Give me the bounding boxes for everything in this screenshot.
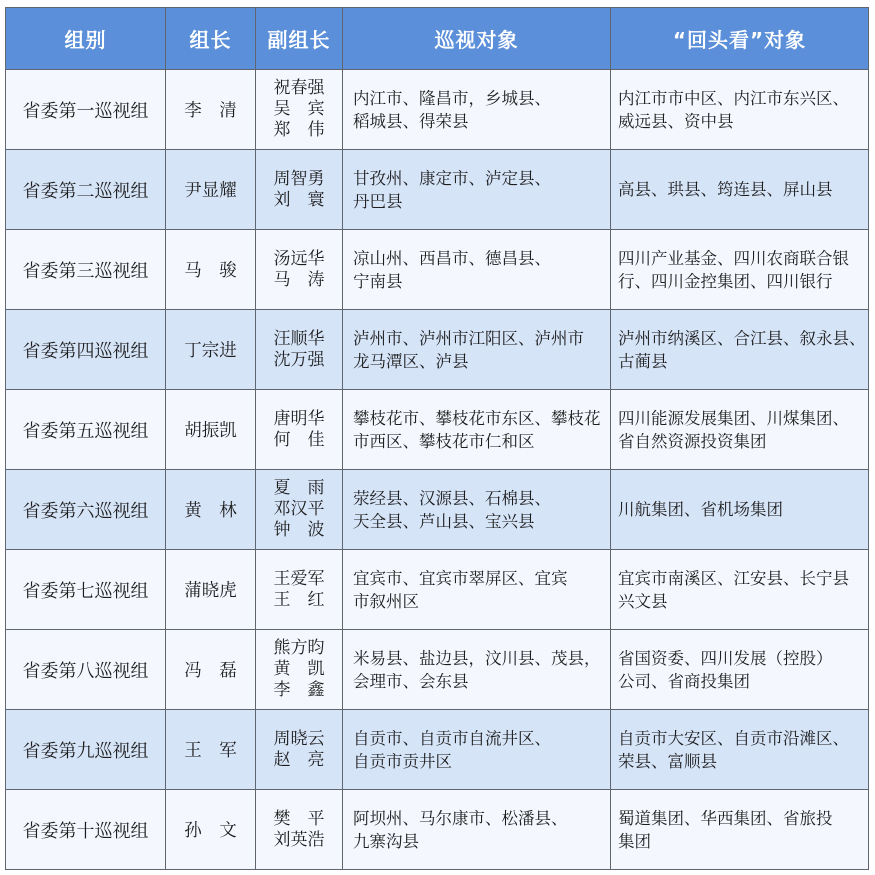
leader-cell: 尹显耀 bbox=[166, 150, 256, 230]
deputy-cell bbox=[256, 150, 343, 230]
deputy-line: 钟 波 bbox=[273, 520, 325, 540]
targets-line: 内江市、隆昌市，乡城县、 bbox=[353, 88, 551, 108]
review-cell bbox=[611, 310, 869, 390]
review-line: 内江市市中区、内江市东兴区、 bbox=[618, 88, 849, 108]
table-header bbox=[6, 8, 869, 70]
review-line: 古蔺县 bbox=[618, 351, 668, 371]
deputy-line: 沈万强 bbox=[273, 349, 325, 370]
review-line: 自贡市大安区、自贡市沿滩区、 bbox=[618, 728, 849, 748]
deputy-line: 周智勇 bbox=[273, 168, 325, 189]
review-line: 兴文县 bbox=[618, 591, 668, 611]
review-cell bbox=[611, 550, 869, 630]
targets-line: 会理市、会东县 bbox=[353, 671, 469, 691]
deputy-line: 王爱军 bbox=[273, 568, 325, 589]
table-row bbox=[6, 70, 869, 150]
review-cell bbox=[611, 710, 869, 790]
review-line: 泸州市纳溪区、合江县、叙永县、 bbox=[618, 328, 866, 348]
targets-line: 九寨沟县 bbox=[353, 831, 419, 851]
table-row bbox=[6, 790, 869, 870]
targets-cell bbox=[343, 390, 611, 470]
table-row bbox=[6, 230, 869, 310]
inspection-table bbox=[5, 7, 869, 870]
review-line: 高县、珙县、筠连县、屏山县 bbox=[618, 180, 833, 199]
deputy-line: 汤远华 bbox=[273, 248, 325, 269]
targets-cell bbox=[343, 150, 611, 230]
deputy-line: 祝春强 bbox=[273, 78, 325, 98]
leader-cell: 王 军 bbox=[166, 710, 256, 790]
deputy-line: 李 鑫 bbox=[273, 680, 325, 700]
review-line: 荣县、富顺县 bbox=[618, 751, 717, 771]
deputy-line: 樊 平 bbox=[273, 808, 325, 829]
deputy-cell bbox=[256, 230, 343, 310]
targets-line: 凉山州、西昌市、德昌县、 bbox=[353, 248, 551, 268]
deputy-cell bbox=[256, 70, 343, 150]
targets-line: 阿坝州、马尔康市、松潘县、 bbox=[353, 808, 568, 828]
review-line: 蜀道集团、华西集团、省旅投 bbox=[618, 808, 833, 828]
deputy-cell bbox=[256, 470, 343, 550]
deputy-line: 吴 宾 bbox=[273, 99, 325, 119]
targets-line: 丹巴县 bbox=[353, 191, 403, 211]
group-cell: 省委第六巡视组 bbox=[6, 470, 166, 550]
group-cell: 省委第三巡视组 bbox=[6, 230, 166, 310]
review-line: 宜宾市南溪区、江安县、长宁县 bbox=[618, 568, 849, 588]
deputy-line: 邓汉平 bbox=[273, 499, 325, 519]
review-cell bbox=[611, 150, 869, 230]
header-leader: 组长 bbox=[166, 8, 256, 70]
review-line: 省自然资源投资集团 bbox=[618, 431, 767, 451]
review-line: 四川产业基金、四川农商联合银 bbox=[618, 248, 849, 268]
deputy-cell bbox=[256, 550, 343, 630]
header-targets: 巡视对象 bbox=[343, 8, 611, 70]
review-cell bbox=[611, 390, 869, 470]
targets-line: 宁南县 bbox=[353, 271, 403, 291]
group-cell: 省委第九巡视组 bbox=[6, 710, 166, 790]
group-cell: 省委第二巡视组 bbox=[6, 150, 166, 230]
deputy-cell bbox=[256, 390, 343, 470]
group-cell: 省委第八巡视组 bbox=[6, 630, 166, 710]
targets-cell bbox=[343, 230, 611, 310]
leader-cell: 胡振凯 bbox=[166, 390, 256, 470]
deputy-line: 熊方昀 bbox=[273, 638, 325, 658]
review-line: 四川能源发展集团、川煤集团、 bbox=[618, 408, 849, 428]
inspection-table-container bbox=[5, 7, 868, 870]
review-line: 行、四川金控集团、四川银行 bbox=[618, 271, 833, 291]
leader-cell: 孙 文 bbox=[166, 790, 256, 870]
table-row bbox=[6, 470, 869, 550]
deputy-line: 刘英浩 bbox=[273, 829, 325, 850]
targets-cell bbox=[343, 70, 611, 150]
review-line: 川航集团、省机场集团 bbox=[618, 500, 783, 519]
header-review: “回头看”对象 bbox=[611, 8, 869, 70]
targets-line: 自贡市贡井区 bbox=[353, 751, 452, 771]
deputy-line: 汪顺华 bbox=[273, 328, 325, 349]
targets-cell bbox=[343, 790, 611, 870]
leader-cell: 黄 林 bbox=[166, 470, 256, 550]
targets-cell bbox=[343, 550, 611, 630]
deputy-line: 赵 亮 bbox=[273, 749, 325, 770]
table-row bbox=[6, 630, 869, 710]
targets-line: 攀枝花市、攀枝花市东区、攀枝花 bbox=[353, 408, 601, 428]
targets-line: 自贡市、自贡市自流井区、 bbox=[353, 728, 551, 748]
targets-line: 市叙州区 bbox=[353, 591, 419, 611]
review-line: 威远县、资中县 bbox=[618, 111, 734, 131]
table-row bbox=[6, 150, 869, 230]
deputy-line: 马 涛 bbox=[273, 269, 325, 290]
table-body bbox=[6, 70, 869, 870]
leader-cell: 丁宗进 bbox=[166, 310, 256, 390]
deputy-cell bbox=[256, 790, 343, 870]
targets-line: 荥经县、汉源县、石棉县、 bbox=[353, 488, 551, 508]
group-cell: 省委第七巡视组 bbox=[6, 550, 166, 630]
deputy-cell bbox=[256, 710, 343, 790]
deputy-cell bbox=[256, 310, 343, 390]
leader-cell: 李 清 bbox=[166, 70, 256, 150]
review-cell bbox=[611, 70, 869, 150]
targets-line: 宜宾市、宜宾市翠屏区、宜宾 bbox=[353, 568, 568, 588]
review-cell bbox=[611, 470, 869, 550]
deputy-line: 何 佳 bbox=[273, 429, 325, 450]
deputy-line: 周晓云 bbox=[273, 728, 325, 749]
deputy-line: 王 红 bbox=[273, 589, 325, 610]
review-line: 集团 bbox=[618, 831, 651, 851]
review-cell bbox=[611, 790, 869, 870]
deputy-cell bbox=[256, 630, 343, 710]
review-line: 省国资委、四川发展（控股） bbox=[618, 648, 833, 668]
review-line: 公司、省商投集团 bbox=[618, 671, 750, 691]
header-row bbox=[6, 8, 869, 70]
deputy-line: 夏 雨 bbox=[273, 478, 325, 498]
group-cell: 省委第四巡视组 bbox=[6, 310, 166, 390]
group-cell: 省委第一巡视组 bbox=[6, 70, 166, 150]
leader-cell: 冯 磊 bbox=[166, 630, 256, 710]
header-deputy: 副组长 bbox=[256, 8, 343, 70]
deputy-line: 唐明华 bbox=[273, 408, 325, 429]
targets-line: 稻城县、得荣县 bbox=[353, 111, 469, 131]
deputy-line: 黄 凯 bbox=[273, 659, 325, 679]
deputy-line: 郑 伟 bbox=[273, 120, 325, 140]
leader-cell: 蒲晓虎 bbox=[166, 550, 256, 630]
table-row bbox=[6, 390, 869, 470]
table-row bbox=[6, 710, 869, 790]
table-row bbox=[6, 550, 869, 630]
leader-cell: 马 骏 bbox=[166, 230, 256, 310]
table-row bbox=[6, 310, 869, 390]
targets-line: 市西区、攀枝花市仁和区 bbox=[353, 431, 535, 451]
review-cell bbox=[611, 230, 869, 310]
targets-line: 甘孜州、康定市、泸定县、 bbox=[353, 168, 551, 188]
review-cell bbox=[611, 630, 869, 710]
targets-cell bbox=[343, 470, 611, 550]
targets-cell bbox=[343, 710, 611, 790]
deputy-line: 刘 寰 bbox=[273, 189, 325, 210]
targets-line: 米易县、盐边县，汶川县、茂县， bbox=[353, 648, 601, 668]
targets-cell bbox=[343, 310, 611, 390]
targets-line: 天全县、芦山县、宝兴县 bbox=[353, 511, 535, 531]
targets-line: 泸州市、泸州市江阳区、泸州市 bbox=[353, 328, 584, 348]
targets-cell bbox=[343, 630, 611, 710]
group-cell: 省委第五巡视组 bbox=[6, 390, 166, 470]
targets-line: 龙马潭区、泸县 bbox=[353, 351, 469, 371]
group-cell: 省委第十巡视组 bbox=[6, 790, 166, 870]
header-group: 组别 bbox=[6, 8, 166, 70]
